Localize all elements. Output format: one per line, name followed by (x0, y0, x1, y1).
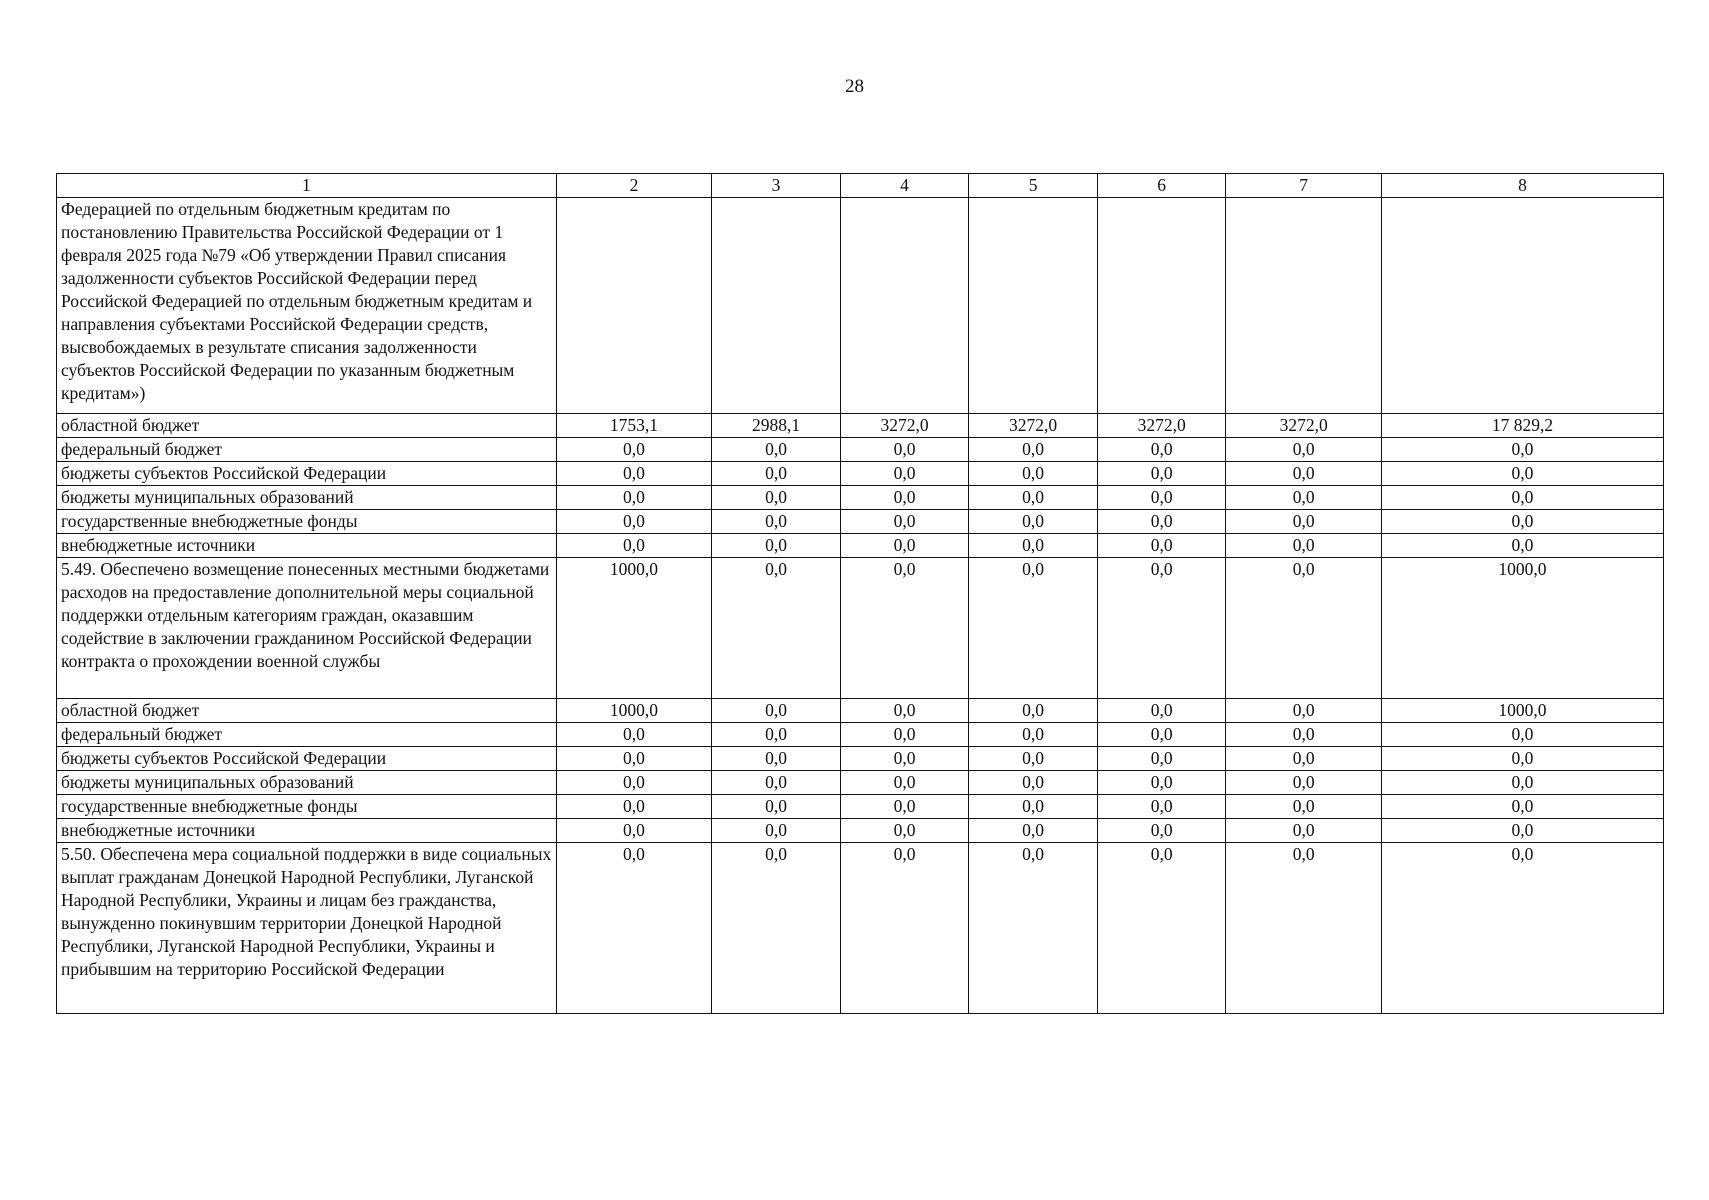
funding-value-cell: 0,0 (1381, 510, 1663, 534)
section-description: Федерацией по отдельным бюджетным кредитам по постановлению Правительства Российской Федерации от 1 февраля 2025 года №79 «Об утверждении Правил списания задолженности субъектов Российской Федерации перед Российской Федерацией по отдельным бюджетным кредитам и направления субъектами Российской Федерации средств, высвобождаемых в результате списания задолженности субъектов Российской Федерации по указанным бюджетным кредитам») (57, 198, 557, 414)
section-description: 5.49. Обеспечено возмещение понесенных местными бюджетами расходов на предоставление дополнительной меры социальной поддержки отдельным категориям граждан, оказавшим содействие в заключении гражданином Российской Федерации контракта о прохождении военной службы (57, 558, 557, 699)
funding-value-cell: 0,0 (1097, 795, 1226, 819)
funding-value-cell: 0,0 (712, 795, 841, 819)
funding-value-cell: 0,0 (1381, 795, 1663, 819)
funding-value-cell: 0,0 (969, 819, 1098, 843)
funding-value-cell: 0,0 (1226, 819, 1382, 843)
funding-source-row (57, 771, 1664, 795)
funding-value-cell: 0,0 (840, 819, 969, 843)
funding-value-cell: 0,0 (969, 699, 1098, 723)
funding-value-cell: 0,0 (969, 462, 1098, 486)
funding-value-cell: 3272,0 (1226, 414, 1382, 438)
funding-value-cell: 0,0 (840, 747, 969, 771)
budget-table (56, 173, 1664, 1014)
section-total-cell (556, 198, 712, 414)
funding-value-cell: 0,0 (840, 699, 969, 723)
funding-source-label: областной бюджет (57, 699, 557, 723)
section-description-row (57, 843, 1664, 1014)
section-total-cell: 0,0 (1097, 843, 1226, 1014)
funding-value-cell: 0,0 (1381, 771, 1663, 795)
section-total-cell: 0,0 (1381, 843, 1663, 1014)
funding-source-row (57, 510, 1664, 534)
column-number: 7 (1226, 174, 1382, 198)
funding-value-cell: 0,0 (840, 486, 969, 510)
section-description-row (57, 198, 1664, 414)
funding-value-cell: 3272,0 (1097, 414, 1226, 438)
section-total-cell (712, 198, 841, 414)
funding-value-cell: 0,0 (840, 462, 969, 486)
funding-source-row (57, 723, 1664, 747)
funding-value-cell: 0,0 (556, 438, 712, 462)
funding-value-cell: 0,0 (712, 747, 841, 771)
funding-source-label: бюджеты субъектов Российской Федерации (57, 747, 557, 771)
funding-source-label: областной бюджет (57, 414, 557, 438)
funding-value-cell: 0,0 (1381, 486, 1663, 510)
funding-value-cell: 0,0 (1381, 534, 1663, 558)
funding-value-cell: 0,0 (712, 462, 841, 486)
funding-value-cell: 0,0 (1226, 510, 1382, 534)
funding-source-row (57, 414, 1664, 438)
funding-value-cell: 3272,0 (840, 414, 969, 438)
funding-source-row (57, 699, 1664, 723)
funding-value-cell: 0,0 (556, 819, 712, 843)
funding-value-cell: 0,0 (1097, 534, 1226, 558)
funding-value-cell: 0,0 (969, 747, 1098, 771)
column-number: 8 (1381, 174, 1663, 198)
funding-source-row (57, 534, 1664, 558)
funding-value-cell: 0,0 (712, 510, 841, 534)
funding-value-cell: 0,0 (969, 771, 1098, 795)
funding-value-cell: 0,0 (556, 795, 712, 819)
funding-value-cell: 0,0 (556, 534, 712, 558)
funding-value-cell: 0,0 (1097, 486, 1226, 510)
funding-value-cell: 0,0 (840, 771, 969, 795)
column-number: 2 (556, 174, 712, 198)
section-total-cell: 1000,0 (556, 558, 712, 699)
funding-value-cell: 0,0 (969, 795, 1098, 819)
funding-source-label: государственные внебюджетные фонды (57, 795, 557, 819)
funding-value-cell: 0,0 (1097, 747, 1226, 771)
funding-value-cell: 0,0 (1097, 510, 1226, 534)
funding-value-cell: 0,0 (556, 510, 712, 534)
funding-value-cell: 1753,1 (556, 414, 712, 438)
funding-value-cell: 0,0 (1226, 438, 1382, 462)
funding-value-cell: 0,0 (556, 747, 712, 771)
section-total-cell: 0,0 (840, 558, 969, 699)
funding-value-cell: 0,0 (1226, 723, 1382, 747)
funding-value-cell: 0,0 (712, 771, 841, 795)
funding-value-cell: 0,0 (1226, 795, 1382, 819)
funding-value-cell: 0,0 (840, 510, 969, 534)
funding-source-row (57, 747, 1664, 771)
column-number: 5 (969, 174, 1098, 198)
section-total-cell (1097, 198, 1226, 414)
funding-value-cell: 0,0 (1226, 699, 1382, 723)
section-total-cell: 0,0 (969, 843, 1098, 1014)
funding-value-cell: 0,0 (969, 438, 1098, 462)
section-total-cell (969, 198, 1098, 414)
section-total-cell: 0,0 (1226, 558, 1382, 699)
section-total-cell: 0,0 (712, 558, 841, 699)
page-number: 28 (845, 76, 864, 97)
funding-source-label: федеральный бюджет (57, 438, 557, 462)
funding-source-label: внебюджетные источники (57, 534, 557, 558)
funding-value-cell: 1000,0 (556, 699, 712, 723)
funding-value-cell: 0,0 (1097, 462, 1226, 486)
funding-value-cell: 1000,0 (1381, 699, 1663, 723)
funding-value-cell: 0,0 (1097, 819, 1226, 843)
funding-source-row (57, 819, 1664, 843)
funding-value-cell: 0,0 (556, 723, 712, 747)
section-total-cell: 0,0 (1226, 843, 1382, 1014)
funding-source-row (57, 795, 1664, 819)
funding-value-cell: 0,0 (1381, 819, 1663, 843)
section-total-cell (1226, 198, 1382, 414)
funding-source-label: бюджеты субъектов Российской Федерации (57, 462, 557, 486)
funding-source-row (57, 486, 1664, 510)
section-total-cell: 0,0 (712, 843, 841, 1014)
budget-table-body (57, 174, 1664, 1014)
funding-source-label: государственные внебюджетные фонды (57, 510, 557, 534)
funding-value-cell: 0,0 (1381, 723, 1663, 747)
funding-value-cell: 3272,0 (969, 414, 1098, 438)
column-number: 3 (712, 174, 841, 198)
section-total-cell: 0,0 (1097, 558, 1226, 699)
funding-value-cell: 0,0 (556, 462, 712, 486)
column-number-row (57, 174, 1664, 198)
funding-value-cell: 0,0 (1226, 771, 1382, 795)
funding-value-cell: 0,0 (1097, 771, 1226, 795)
funding-value-cell: 0,0 (840, 795, 969, 819)
funding-value-cell: 0,0 (712, 819, 841, 843)
funding-value-cell: 0,0 (712, 534, 841, 558)
funding-value-cell: 0,0 (840, 534, 969, 558)
funding-value-cell: 0,0 (556, 771, 712, 795)
funding-value-cell: 0,0 (1381, 462, 1663, 486)
funding-value-cell: 0,0 (969, 534, 1098, 558)
funding-value-cell: 0,0 (1381, 747, 1663, 771)
funding-value-cell: 0,0 (1097, 438, 1226, 462)
funding-value-cell: 2988,1 (712, 414, 841, 438)
funding-value-cell: 0,0 (1097, 699, 1226, 723)
section-total-cell (1381, 198, 1663, 414)
funding-value-cell: 17 829,2 (1381, 414, 1663, 438)
funding-value-cell: 0,0 (969, 723, 1098, 747)
section-total-cell: 0,0 (556, 843, 712, 1014)
funding-source-row (57, 438, 1664, 462)
funding-value-cell: 0,0 (840, 438, 969, 462)
funding-value-cell: 0,0 (969, 510, 1098, 534)
funding-source-label: федеральный бюджет (57, 723, 557, 747)
funding-source-row (57, 462, 1664, 486)
funding-value-cell: 0,0 (969, 486, 1098, 510)
funding-source-label: бюджеты муниципальных образований (57, 771, 557, 795)
column-number: 6 (1097, 174, 1226, 198)
funding-source-label: бюджеты муниципальных образований (57, 486, 557, 510)
funding-value-cell: 0,0 (712, 699, 841, 723)
section-total-cell: 1000,0 (1381, 558, 1663, 699)
funding-value-cell: 0,0 (712, 723, 841, 747)
funding-value-cell: 0,0 (1226, 486, 1382, 510)
section-description: 5.50. Обеспечена мера социальной поддержки в виде социальных выплат гражданам Донецкой Народной Республики, Луганской Народной Республики, Украины и лицам без гражданства, вынужденно покинувшим территории Донецкой Народной Республики, Луганской Народной Республики, Украины и прибывшим на территорию Российской Федерации (57, 843, 557, 1014)
column-number: 4 (840, 174, 969, 198)
section-total-cell: 0,0 (969, 558, 1098, 699)
funding-value-cell: 0,0 (840, 723, 969, 747)
funding-value-cell: 0,0 (1097, 723, 1226, 747)
funding-value-cell: 0,0 (1226, 534, 1382, 558)
section-total-cell (840, 198, 969, 414)
funding-value-cell: 0,0 (1381, 438, 1663, 462)
funding-value-cell: 0,0 (1226, 747, 1382, 771)
funding-value-cell: 0,0 (712, 486, 841, 510)
funding-value-cell: 0,0 (1226, 462, 1382, 486)
column-number: 1 (57, 174, 557, 198)
funding-value-cell: 0,0 (556, 486, 712, 510)
section-total-cell: 0,0 (840, 843, 969, 1014)
funding-value-cell: 0,0 (712, 438, 841, 462)
funding-source-label: внебюджетные источники (57, 819, 557, 843)
section-description-row (57, 558, 1664, 699)
